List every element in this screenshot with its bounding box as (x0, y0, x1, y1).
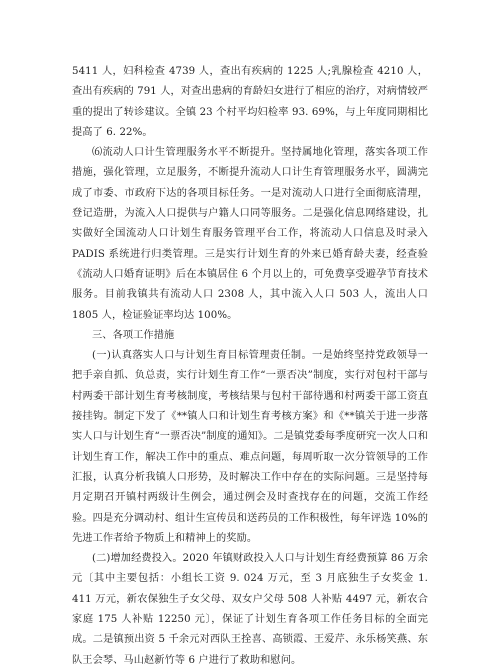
document-page (72, 62, 428, 671)
paragraph-floating-population: ⑹流动人口计生管理服务水平不断提升。坚持属地化管理，落实各项工作措施，强化管理，立足服务，不断提升流动人口计生育管理服务水平，圆满完成了市委、市政府下达的各项目标任务。一是对流动人口进行全面彻底清理，登记造册，为流入人口提供与户籍人口同等服务。二是强化信息网络建设，扎实做好全国流动人口计划生育服务管理平台工作，将流动人口信息及时录入 PADIS 系统进行归类管理。三是实行计划生育的外来已婚育龄夫妻，经查验《流动人口婚育证明》后在本镇居住 6 个月以上的，可免费享受避孕节育技术服务。目前我镇共有流动人口 2308 人，其中流入人口 503 人，流出人口 1805 人，检证验证率均达 100%。 (72, 147, 428, 321)
paragraph-health-check: 5411 人，妇科检查 4739 人，查出有疾病的 1225 人;乳腺检查 4210 人，查出有疾病的 791 人，对查出患病的育龄妇女进行了相应的治疗，对病情较严重的提出了转诊建议。全镇 23 个村平均妇检率 93. 69%，与上年度同期相比提高了 6. 22%。 (72, 66, 428, 138)
paragraph-responsibility-system: (一)认真落实人口与计划生育目标管理责任制。一是始终坚持党政领导一把手亲自抓、负总责，实行计划生育工作“一票否决”制度，实行对包村干部与村两委干部计划生育考核制度，考核结果与包村干部待遇和村两委干部工资直接挂钩。制定下发了《**镇人口和计划生育考核方案》和《**镇关于进一步落实人口与计划生育“一票否决”制度的通知》。二是镇党委每季度研究一次人口和计划生育工作，解决工作中的重点、难点问题，每周听取一次分管领导的工作汇报，认真分析我镇人口形势，及时解决工作中存在的实际问题。三是坚持每月定期召开镇村两级计生例会，通过例会及时查找存在的问题，交流工作经验。四是充分调动村、组计生宣传员和送药员的工作积极性，每年评选 10%的先进工作者给予物质上和精神上的奖励。 (72, 350, 428, 544)
section-heading-measures: 三、各项工作措施 (92, 329, 175, 341)
paragraph-funding: (二)增加经费投入。2020 年镇财政投入人口与计划生育经费预算 86 万余元〔其中主要包括：小组长工资 9. 024 万元，至 3 月底独生子女奖金 1. 411 万元，新农保独生子女父母、双女户父母 508 人补贴 4497 元，新农合家庭 175 人补贴 12250 元〕，保证了计划生育各项工作任务目标的全面完成。二是镇预出资 5 千余元对西队王拴喜、高锁霞、王爱芹、永乐杨笑燕、东队王会琴、马山赵新竹等 6 户进行了救助和慰问。 (72, 553, 428, 666)
